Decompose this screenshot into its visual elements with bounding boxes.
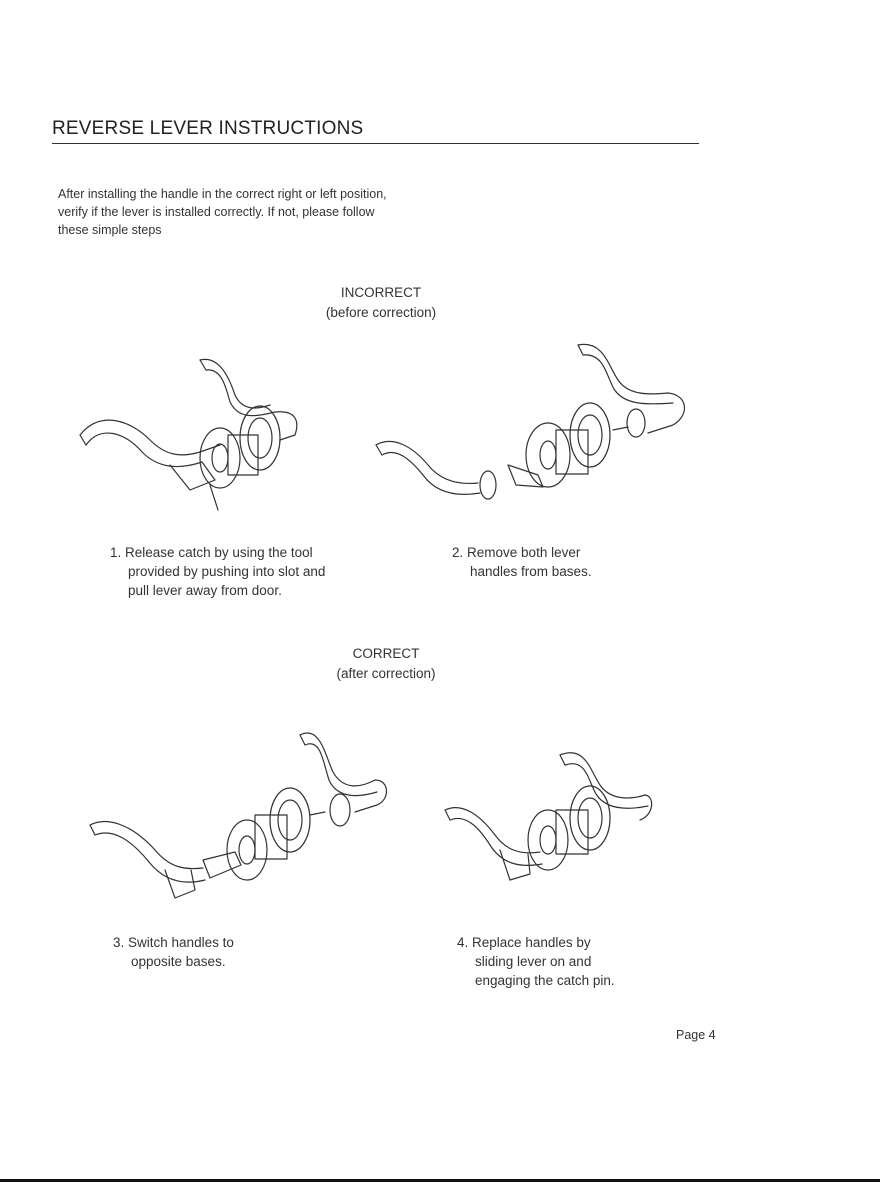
step-3 bbox=[113, 933, 234, 971]
intro-line: verify if the lever is installed correctly. If not, please follow bbox=[58, 205, 375, 219]
step-text: handles from bases. bbox=[470, 564, 592, 579]
incorrect-heading bbox=[251, 283, 511, 323]
step-text: Switch handles to bbox=[128, 935, 234, 950]
step-text: provided by pushing into slot and bbox=[128, 564, 326, 579]
lever-assembly-illustration bbox=[70, 340, 320, 520]
page-title: REVERSE LEVER INSTRUCTIONS bbox=[52, 118, 364, 139]
correct-heading bbox=[256, 644, 516, 684]
lever-reassembled-illustration bbox=[440, 740, 660, 910]
intro-paragraph bbox=[58, 185, 518, 239]
step-number: 2. bbox=[452, 545, 464, 560]
step-number: 4. bbox=[457, 935, 469, 950]
step-4 bbox=[457, 933, 615, 990]
step-text: engaging the catch pin. bbox=[475, 973, 615, 988]
title-divider bbox=[52, 143, 699, 144]
step-text: Release catch by using the tool bbox=[125, 545, 313, 560]
lever-switched-illustration bbox=[85, 720, 405, 920]
step-number: 1. bbox=[110, 545, 122, 560]
step-text: Replace handles by bbox=[472, 935, 591, 950]
correct-heading-sub: (after correction) bbox=[336, 666, 436, 681]
step-2 bbox=[452, 543, 592, 581]
page-number: Page 4 bbox=[676, 1028, 716, 1042]
intro-line: After installing the handle in the correct right or left position, bbox=[58, 187, 387, 201]
incorrect-heading-main: INCORRECT bbox=[340, 285, 422, 300]
lever-disassembled-illustration bbox=[368, 335, 698, 535]
step-text: opposite bases. bbox=[131, 954, 226, 969]
step-number: 3. bbox=[113, 935, 125, 950]
intro-line: these simple steps bbox=[58, 223, 162, 237]
incorrect-heading-sub: (before correction) bbox=[325, 305, 437, 320]
step-text: sliding lever on and bbox=[475, 954, 592, 969]
step-1 bbox=[110, 543, 325, 600]
step-text: pull lever away from door. bbox=[128, 583, 282, 598]
correct-heading-main: CORRECT bbox=[352, 646, 420, 661]
step-text: Remove both lever bbox=[467, 545, 581, 560]
